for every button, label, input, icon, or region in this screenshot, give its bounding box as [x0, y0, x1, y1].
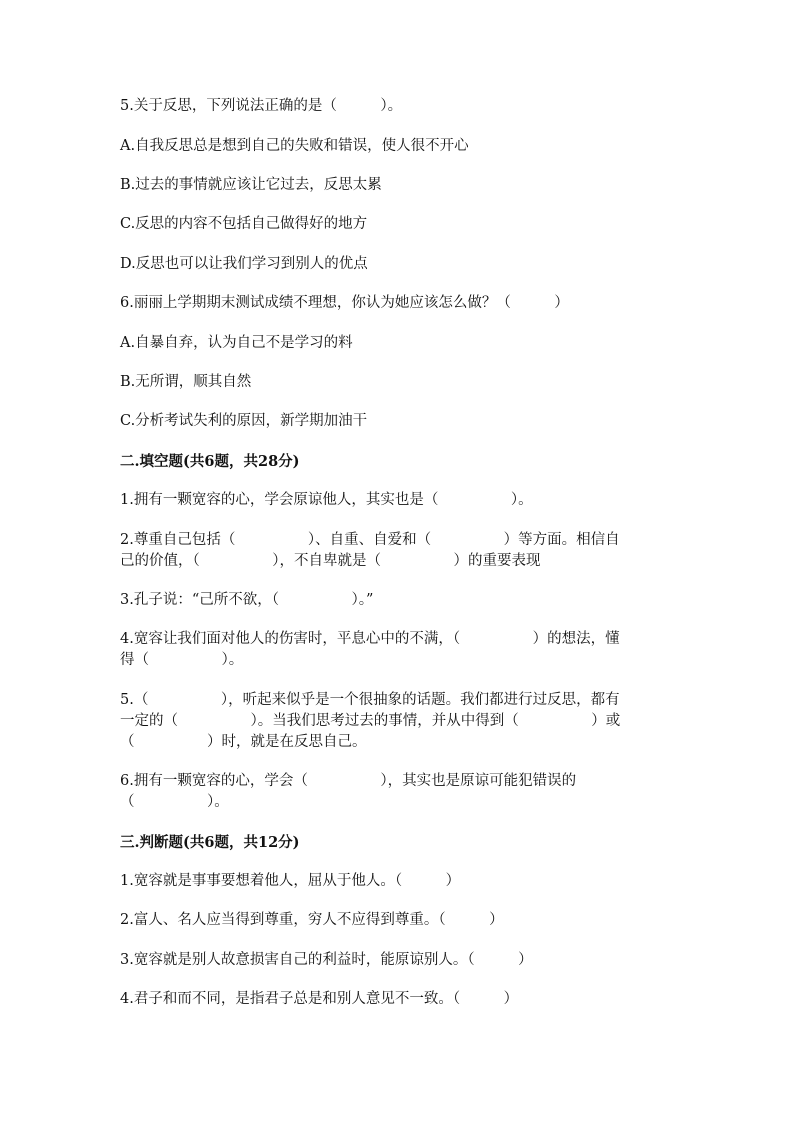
question-5-option-d: D.反思也可以让我们学习到别人的优点 — [120, 256, 368, 272]
section-3-heading: 三.判断题(共6题，共12分) — [120, 834, 300, 851]
question-5-option-a: A.自我反思总是想到自己的失败和错误，使人很不开心 — [120, 138, 469, 154]
question-6-stem: 6.丽丽上学期期末测试成绩不理想，你认为她应该怎么做？（ ） — [120, 295, 569, 311]
judge-question-2: 2.富人、名人应当得到尊重，穷人不应得到尊重。（ ） — [120, 912, 504, 928]
question-6-option-b: B.无所谓，顺其自然 — [120, 374, 252, 390]
section-2-heading: 二.填空题(共6题，共28分) — [120, 453, 300, 470]
fill-question-6-line-1: 6.拥有一颗宽容的心，学会（ ），其实也是原谅可能犯错误的 — [120, 773, 577, 789]
fill-question-6-line-2: （ ）。 — [120, 794, 229, 810]
question-5-stem: 5.关于反思，下列说法正确的是（ ）。 — [120, 98, 403, 114]
question-6-option-c: C.分析考试失利的原因，新学期加油干 — [120, 413, 368, 429]
fill-question-5-line-1: 5.（ ），听起来似乎是一个很抽象的话题。我们都进行过反思，都有 — [120, 692, 620, 708]
question-6-option-a: A.自暴自弃，认为自己不是学习的料 — [120, 335, 353, 351]
judge-question-1: 1.宽容就是事事要想着他人，屈从于他人。（ ） — [120, 873, 461, 889]
fill-question-1: 1.拥有一颗宽容的心，学会原谅他人，其实也是（ ）。 — [120, 492, 533, 508]
judge-question-3: 3.宽容就是别人故意损害自己的利益时，能原谅别人。（ ） — [120, 952, 533, 968]
judge-question-4: 4.君子和而不同，是指君子总是和别人意见不一致。（ ） — [120, 991, 519, 1007]
fill-question-4-line-2: 得（ ）。 — [120, 652, 244, 668]
fill-question-5-line-2: 一定的（ ）。当我们思考过去的事情，并从中得到（ ）或 — [120, 713, 621, 729]
fill-question-2-line-1: 2.尊重自己包括（ ）、自重、自爱和（ ）等方面。相信自 — [120, 532, 620, 548]
fill-question-4-line-1: 4.宽容让我们面对他人的伤害时，平息心中的不满，（ ）的想法，懂 — [120, 631, 620, 647]
fill-question-2-line-2: 己的价值，（ ），不自卑就是（ ）的重要表现 — [120, 553, 541, 569]
fill-question-3: 3.孔子说：“己所不欲，（ ）。” — [120, 592, 374, 608]
question-5-option-b: B.过去的事情就应该让它过去，反思太累 — [120, 177, 382, 193]
fill-question-5-line-3: （ ）时，就是在反思自己。 — [120, 734, 367, 750]
question-5-option-c: C.反思的内容不包括自己做得好的地方 — [120, 216, 368, 232]
